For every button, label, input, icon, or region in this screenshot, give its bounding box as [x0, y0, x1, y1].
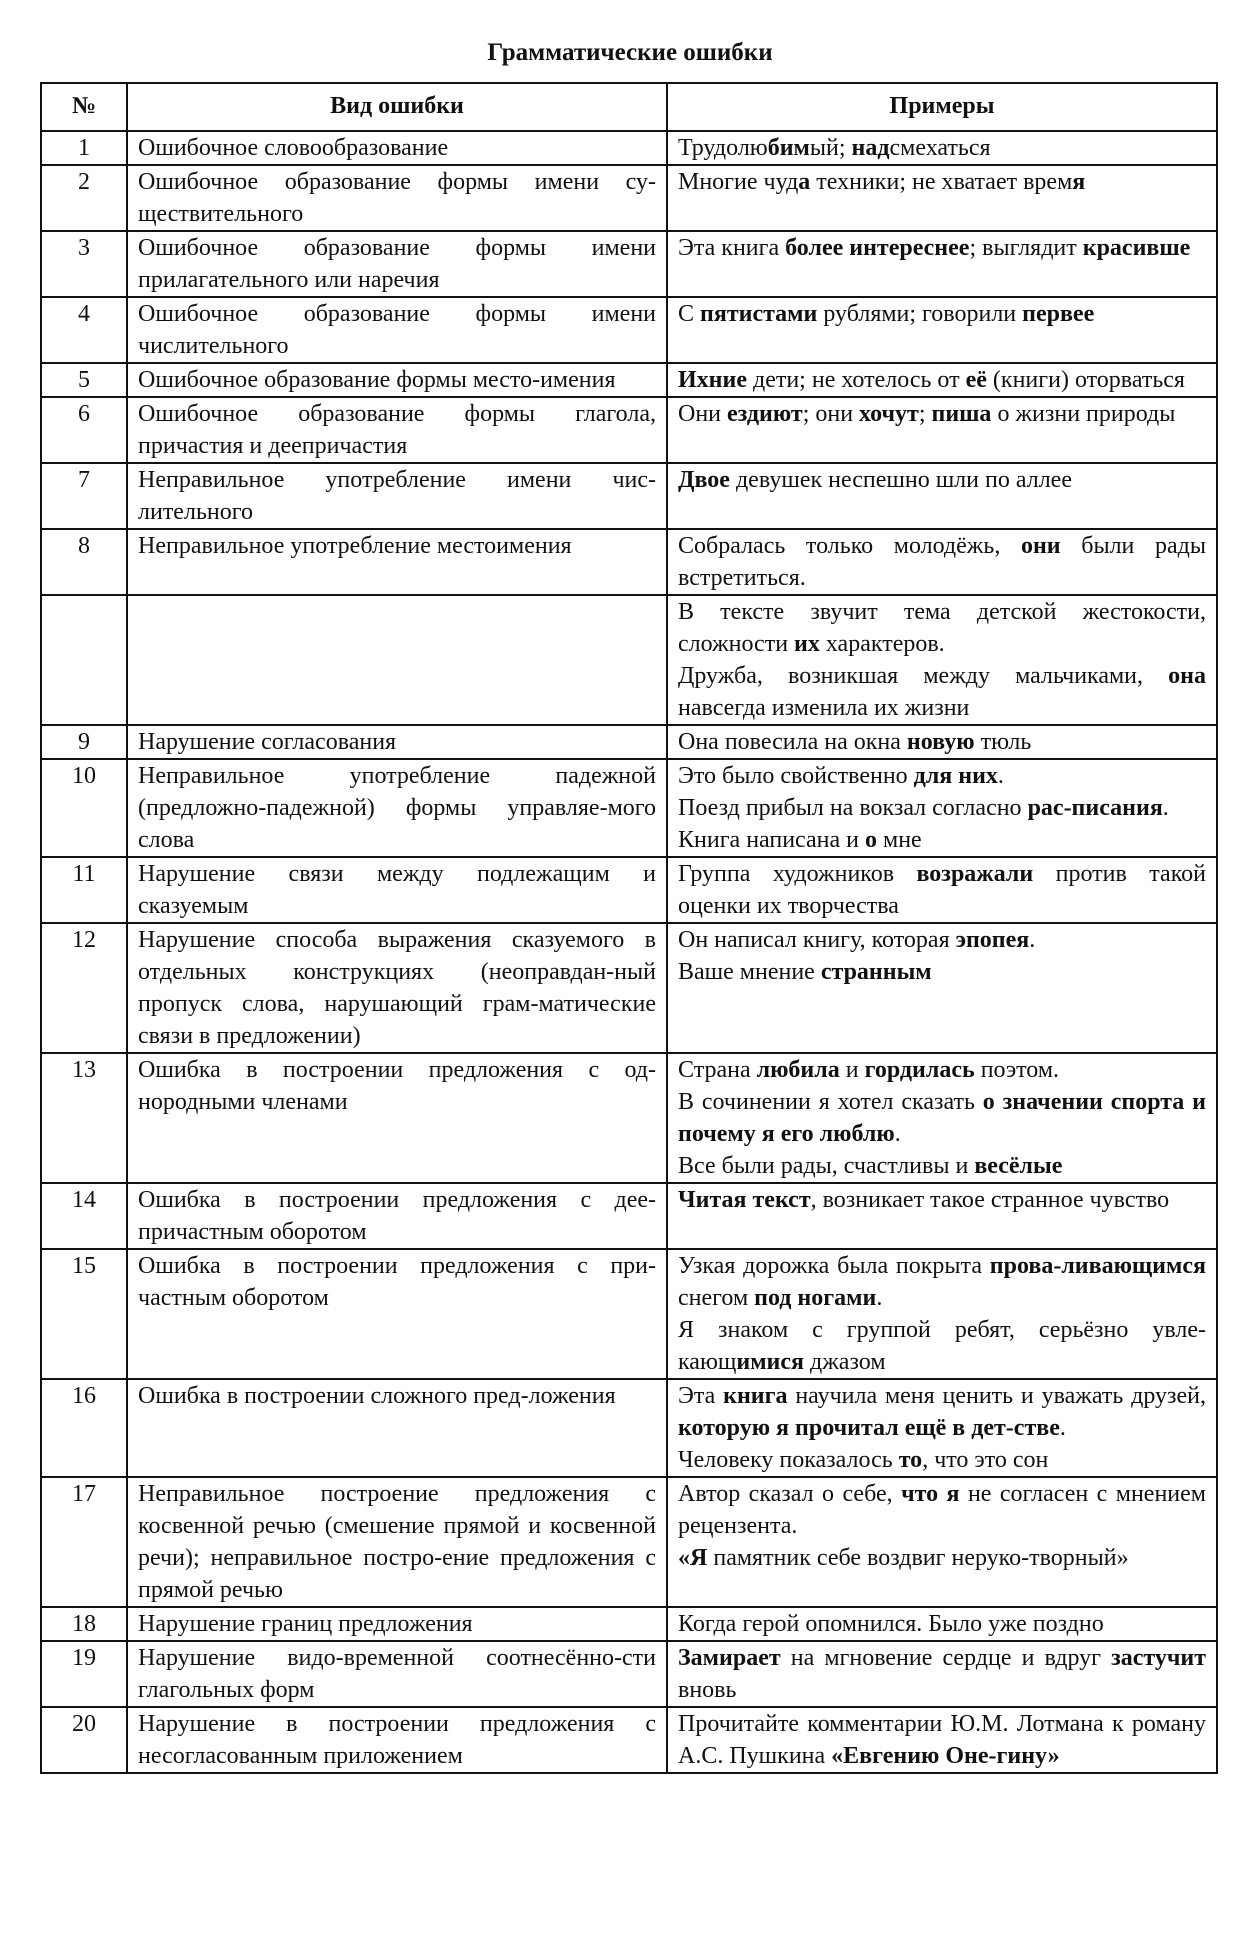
example-highlight: которую я прочитал ещё в дет-стве: [678, 1415, 1060, 1441]
example-text: джазом: [804, 1349, 886, 1375]
example-text: С: [678, 301, 701, 327]
example-text: Собралась только молодёжь,: [678, 533, 1021, 559]
example-highlight: под ногами: [754, 1285, 877, 1311]
example-line: [678, 1314, 1206, 1378]
example-text: .: [1029, 927, 1036, 953]
example-highlight: пиша: [931, 401, 992, 427]
example-line: [678, 1150, 1206, 1182]
example-text: Это было свойственно: [678, 763, 914, 789]
example-text: .: [1059, 1415, 1066, 1441]
table-row: [41, 463, 1217, 529]
example-text: Страна: [678, 1057, 757, 1083]
error-type: Нарушение видо-временной соотнесённо-сти глагольных форм: [127, 1641, 667, 1707]
example-highlight: рас-писания: [1027, 795, 1163, 821]
error-type: Неправильное употребление местоимения: [127, 529, 667, 595]
error-type: Неправильное употребление падежной (предложно-падежной) формы управляе-мого слова: [127, 759, 667, 857]
table-row: [41, 759, 1217, 857]
example-highlight: «Евгению Оне-гину»: [831, 1743, 1060, 1769]
row-number: 5: [41, 363, 127, 397]
example-text: против такой оценки их творчества: [678, 861, 1206, 919]
table-row: [41, 231, 1217, 297]
examples-cell: [667, 165, 1217, 231]
table-body: [41, 131, 1217, 1773]
example-text: Книга написана и: [678, 827, 865, 853]
header-error-type: Вид ошибки: [127, 83, 667, 131]
table-row: [41, 397, 1217, 463]
example-line: [678, 398, 1206, 430]
table-row: [41, 1183, 1217, 1249]
examples-cell: [667, 1183, 1217, 1249]
examples-cell: [667, 759, 1217, 857]
example-line: [678, 792, 1206, 824]
example-line: [678, 1708, 1206, 1772]
example-highlight: весёлые: [974, 1153, 1063, 1179]
example-line: [678, 1608, 1206, 1640]
example-text: Они: [678, 401, 728, 427]
example-highlight: хочут: [859, 401, 919, 427]
example-text: Она повесила на окна: [678, 729, 907, 755]
example-highlight: их: [794, 631, 820, 657]
example-text: Многие чуд: [678, 169, 799, 195]
example-line: [678, 530, 1206, 594]
example-text: .: [876, 1285, 883, 1311]
row-number: 19: [41, 1641, 127, 1707]
example-text: Группа художников: [678, 861, 917, 887]
example-text: техники; не хватает врем: [810, 169, 1073, 195]
table-row: [41, 857, 1217, 923]
example-highlight: Замирает: [678, 1645, 781, 1671]
example-line: [678, 132, 1206, 164]
examples-cell: [667, 1249, 1217, 1379]
example-text: В тексте звучит тема детской жестокости, сложности: [678, 599, 1206, 657]
example-highlight: прова-ливающимся: [989, 1253, 1206, 1279]
grammar-errors-table: [40, 82, 1218, 1774]
example-line: [678, 858, 1206, 922]
examples-cell: [667, 363, 1217, 397]
table-row: [41, 1249, 1217, 1379]
table-header-row: [41, 83, 1217, 131]
example-text: ; они: [802, 401, 860, 427]
table-row: [41, 529, 1217, 595]
table-row: [41, 1477, 1217, 1607]
error-type: Нарушение в построении предложения с несогласованным приложением: [127, 1707, 667, 1773]
table-row: [41, 297, 1217, 363]
row-number: 14: [41, 1183, 127, 1249]
example-text: Поезд прибыл на вокзал согласно: [678, 795, 1028, 821]
example-text: ;: [918, 401, 932, 427]
row-number: 11: [41, 857, 127, 923]
error-type: Нарушение границ предложения: [127, 1607, 667, 1641]
example-highlight: Ихние: [678, 367, 747, 393]
example-highlight: то: [898, 1447, 923, 1473]
example-highlight: более интереснее: [785, 235, 970, 261]
header-examples: Примеры: [667, 83, 1217, 131]
examples-cell: [667, 1379, 1217, 1477]
error-type: [127, 595, 667, 725]
row-number: 17: [41, 1477, 127, 1607]
row-number: 16: [41, 1379, 127, 1477]
example-line: [678, 596, 1206, 660]
example-text: и: [839, 1057, 865, 1083]
examples-cell: [667, 1641, 1217, 1707]
example-highlight: книга: [723, 1383, 788, 1409]
example-line: [678, 364, 1206, 396]
examples-cell: [667, 231, 1217, 297]
page-title: Грамматические ошибки: [487, 39, 773, 66]
row-number: 18: [41, 1607, 127, 1641]
example-text: .: [1162, 795, 1169, 821]
example-highlight: о значении спорта и почему я его люблю: [678, 1089, 1207, 1147]
examples-cell: [667, 131, 1217, 165]
example-highlight: Двое: [678, 467, 730, 493]
example-line: [678, 298, 1206, 330]
table-row: [41, 1379, 1217, 1477]
example-text: смехаться: [889, 135, 991, 161]
example-text: памятник себе воздвиг неруко-творный»: [707, 1545, 1129, 1571]
table-row: [41, 131, 1217, 165]
error-type: Нарушение связи между подлежащим и сказуемым: [127, 857, 667, 923]
example-text: В сочинении я хотел сказать: [678, 1089, 983, 1115]
example-text: не согласен с мнением рецензента.: [678, 1481, 1206, 1539]
table-row: [41, 595, 1217, 725]
example-text: Трудолю: [678, 135, 768, 161]
row-number: 20: [41, 1707, 127, 1773]
table-row: [41, 363, 1217, 397]
error-type: Ошибочное образование формы имени прилагательного или наречия: [127, 231, 667, 297]
error-type: Нарушение согласования: [127, 725, 667, 759]
example-line: [678, 660, 1206, 724]
example-highlight: эпопея: [955, 927, 1030, 953]
error-type: Ошибочное образование формы имени су-ществительного: [127, 165, 667, 231]
row-number: 8: [41, 529, 127, 595]
row-number: 1: [41, 131, 127, 165]
example-text: ; выглядит: [969, 235, 1083, 261]
row-number: 9: [41, 725, 127, 759]
example-text: вновь: [678, 1677, 737, 1703]
example-text: Прочитайте комментарии Ю.М. Лотмана к роману А.С. Пушкина: [678, 1711, 1206, 1769]
error-type: Ошибка в построении предложения с од-нородными членами: [127, 1053, 667, 1183]
error-type: Ошибочное образование формы глагола, причастия и деепричастия: [127, 397, 667, 463]
example-text: рублями; говорили: [817, 301, 1023, 327]
example-highlight: застучит: [1111, 1645, 1206, 1671]
example-text: тюль: [974, 729, 1032, 755]
error-type: Нарушение способа выражения сказуемого в отдельных конструкциях (неоправдан-ный пропуск слова, нарушающий грам-матические связи в предложении): [127, 923, 667, 1053]
example-line: [678, 464, 1206, 496]
example-text: Узкая дорожка была покрыта: [678, 1253, 990, 1279]
table-row: [41, 923, 1217, 1053]
examples-cell: [667, 1053, 1217, 1183]
row-number: 13: [41, 1053, 127, 1183]
table-row: [41, 1053, 1217, 1183]
examples-cell: [667, 529, 1217, 595]
example-line: [678, 166, 1206, 198]
example-highlight: бим: [767, 135, 810, 161]
row-number: 12: [41, 923, 127, 1053]
example-text: Он написал книгу, которая: [678, 927, 956, 953]
examples-cell: [667, 725, 1217, 759]
example-text: , возникает такое странное чувство: [810, 1187, 1170, 1213]
example-highlight: возражали: [916, 861, 1034, 887]
example-text: навсегда изменила их жизни: [678, 695, 970, 721]
examples-cell: [667, 1607, 1217, 1641]
example-text: снегом: [678, 1285, 755, 1311]
example-text: были рады встретиться.: [678, 533, 1206, 591]
example-highlight: новую: [906, 729, 975, 755]
examples-cell: [667, 923, 1217, 1053]
example-line: [678, 726, 1206, 758]
example-highlight: а: [798, 169, 811, 195]
row-number: 2: [41, 165, 127, 231]
example-line: [678, 1054, 1206, 1086]
example-highlight: гордилась: [864, 1057, 975, 1083]
table-row: [41, 165, 1217, 231]
error-type: Неправильное построение предложения с косвенной речью (смешение прямой и косвенной речи); неправильное постро-ение предложения с прямой речью: [127, 1477, 667, 1607]
example-highlight: над: [851, 135, 890, 161]
example-line: [678, 1250, 1206, 1314]
header-number: №: [41, 83, 127, 131]
example-line: [678, 1444, 1206, 1476]
row-number: 15: [41, 1249, 127, 1379]
error-type: Ошибка в построении предложения с дее-причастным оборотом: [127, 1183, 667, 1249]
example-highlight: пятистами: [700, 301, 818, 327]
error-type: Ошибка в построении сложного пред-ложения: [127, 1379, 667, 1477]
example-line: [678, 1086, 1206, 1150]
example-text: Я знаком с группой ребят, серьёзно увле-кающ: [678, 1317, 1206, 1375]
table-row: [41, 1607, 1217, 1641]
example-text: научила меня ценить и уважать друзей,: [787, 1383, 1207, 1409]
example-text: Эта книга: [678, 235, 786, 261]
example-line: [678, 956, 1206, 988]
example-line: [678, 232, 1206, 264]
example-text: Автор сказал о себе,: [678, 1481, 902, 1507]
examples-cell: [667, 595, 1217, 725]
example-highlight: Читая текст: [678, 1187, 811, 1213]
example-highlight: для них: [913, 763, 998, 789]
error-type: Ошибочное образование формы место-имения: [127, 363, 667, 397]
example-highlight: она: [1168, 663, 1206, 689]
example-text: Ваше мнение: [678, 959, 821, 985]
examples-cell: [667, 397, 1217, 463]
example-highlight: любила: [756, 1057, 840, 1083]
row-number: 4: [41, 297, 127, 363]
example-highlight: что я: [901, 1481, 960, 1507]
example-text: Дружба, возникшая между мальчиками,: [678, 663, 1169, 689]
example-line: [678, 1642, 1206, 1706]
example-line: [678, 924, 1206, 956]
example-highlight: красивше: [1082, 235, 1191, 261]
example-text: Когда герой опомнился. Было уже поздно: [678, 1611, 1104, 1637]
example-highlight: имися: [736, 1349, 804, 1375]
example-line: [678, 1478, 1206, 1542]
example-text: мне: [877, 827, 922, 853]
error-type: Ошибочное словообразование: [127, 131, 667, 165]
example-text: (книги) оторваться: [986, 367, 1185, 393]
example-text: о жизни природы: [991, 401, 1176, 427]
example-highlight: первее: [1022, 301, 1095, 327]
example-text: Человеку показалось: [678, 1447, 899, 1473]
row-number: 6: [41, 397, 127, 463]
example-line: [678, 1184, 1206, 1216]
example-text: .: [894, 1121, 901, 1147]
example-text: поэтом.: [974, 1057, 1060, 1083]
table-row: [41, 1641, 1217, 1707]
examples-cell: [667, 1707, 1217, 1773]
table-row: [41, 1707, 1217, 1773]
examples-cell: [667, 463, 1217, 529]
example-text: Все были рады, счастливы и: [678, 1153, 975, 1179]
example-text: девушек неспешно шли по аллее: [729, 467, 1072, 493]
example-line: [678, 1380, 1206, 1444]
example-text: ый;: [809, 135, 852, 161]
error-type: Ошибка в построении предложения с при-частным оборотом: [127, 1249, 667, 1379]
example-highlight: её: [965, 367, 987, 393]
row-number: 7: [41, 463, 127, 529]
example-line: [678, 1542, 1206, 1574]
example-highlight: о: [865, 827, 877, 853]
example-highlight: ездиют: [727, 401, 803, 427]
example-highlight: странным: [820, 959, 932, 985]
error-type: Ошибочное образование формы имени числительного: [127, 297, 667, 363]
row-number: [41, 595, 127, 725]
example-text: дети; не хотелось от: [746, 367, 966, 393]
table-row: [41, 725, 1217, 759]
example-text: Эта: [678, 1383, 724, 1409]
example-text: , что это сон: [922, 1447, 1049, 1473]
error-type: Неправильное употребление имени чис-лительного: [127, 463, 667, 529]
example-highlight: «Я: [678, 1545, 708, 1571]
example-text: характеров.: [819, 631, 945, 657]
examples-cell: [667, 857, 1217, 923]
example-text: на мгновение сердце и вдруг: [780, 1645, 1112, 1671]
example-text: .: [997, 763, 1004, 789]
row-number: 3: [41, 231, 127, 297]
example-line: [678, 760, 1206, 792]
example-highlight: они: [1020, 533, 1061, 559]
example-highlight: я: [1072, 169, 1086, 195]
example-line: [678, 824, 1206, 856]
row-number: 10: [41, 759, 127, 857]
examples-cell: [667, 297, 1217, 363]
examples-cell: [667, 1477, 1217, 1607]
